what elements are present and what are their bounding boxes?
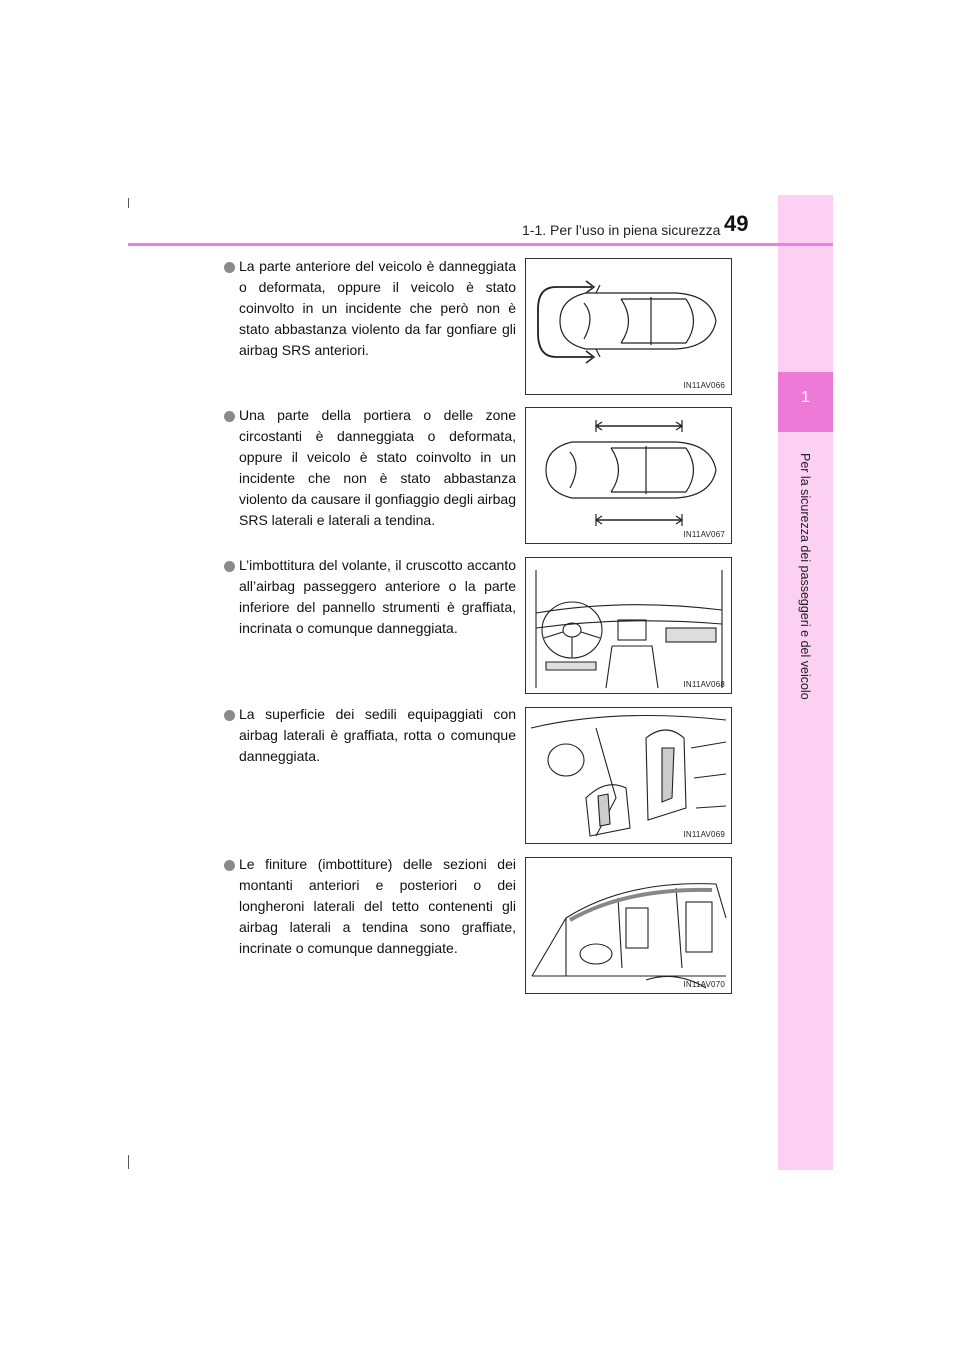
figure-code: IN11AV067 xyxy=(683,530,725,539)
item-text: La parte anteriore del veicolo è danneggiata o deformata, oppure il veicolo è stato coinvolto in un incidente che però non è stato abbastanza violento da far gonfiare gli airbag SRS anteriori. xyxy=(239,258,516,358)
item-text: Le finiture (imbottiture) delle sezioni dei montanti anteriori e posteriori o dei longheroni laterali del tetto contenenti gli airbag laterali a tendina sono graffiate, incrinate o comunque danneggiate. xyxy=(239,856,516,956)
figure-side-damage xyxy=(525,407,732,544)
bullet-icon xyxy=(224,411,235,422)
item-text: L’imbottitura del volante, il cruscotto accanto all’airbag passeggero anteriore o la parte inferiore del pannello strumenti è graffiata, incrinata o comunque danneggiata. xyxy=(239,557,516,636)
page-number: 49 xyxy=(724,211,749,236)
figure-dashboard xyxy=(525,557,732,694)
dashboard-icon xyxy=(526,558,732,694)
chapter-title: Per la sicurezza dei passeggeri e del veicolo xyxy=(798,453,812,700)
car-top-view-icon xyxy=(526,259,732,395)
bullet-icon xyxy=(224,860,235,871)
figure-seats xyxy=(525,707,732,844)
figure-code: IN11AV069 xyxy=(683,830,725,839)
car-seat-icon xyxy=(526,708,732,844)
section-title: 1-1. Per l’uso in piena sicurezza xyxy=(522,222,721,238)
figure-code: IN11AV068 xyxy=(683,680,725,689)
header-rule xyxy=(128,243,833,246)
figure-front-damage xyxy=(525,258,732,395)
item-text: La superficie dei sedili equipaggiati con airbag laterali è graffiata, rotta o comunque danneggiata. xyxy=(239,706,516,764)
bullet-icon xyxy=(224,561,235,572)
crop-mark xyxy=(128,198,129,208)
figure-code: IN11AV066 xyxy=(683,381,725,390)
crop-mark xyxy=(128,1155,129,1169)
chapter-number: 1 xyxy=(801,389,810,406)
bullet-icon xyxy=(224,262,235,273)
bullet-icon xyxy=(224,710,235,721)
figure-code: IN11AV070 xyxy=(683,980,725,989)
item-text: Una parte della portiera o delle zone circostanti è danneggiata o deformata, oppure il veicolo è stato coinvolto in un incidente che non è stato abbastanza violento da causare il gonfiaggio degli airbag SRS laterali e laterali a tendina. xyxy=(239,407,516,528)
car-top-view-icon xyxy=(526,408,732,544)
figure-roof-rails xyxy=(525,857,732,994)
car-cabin-icon xyxy=(526,858,732,994)
